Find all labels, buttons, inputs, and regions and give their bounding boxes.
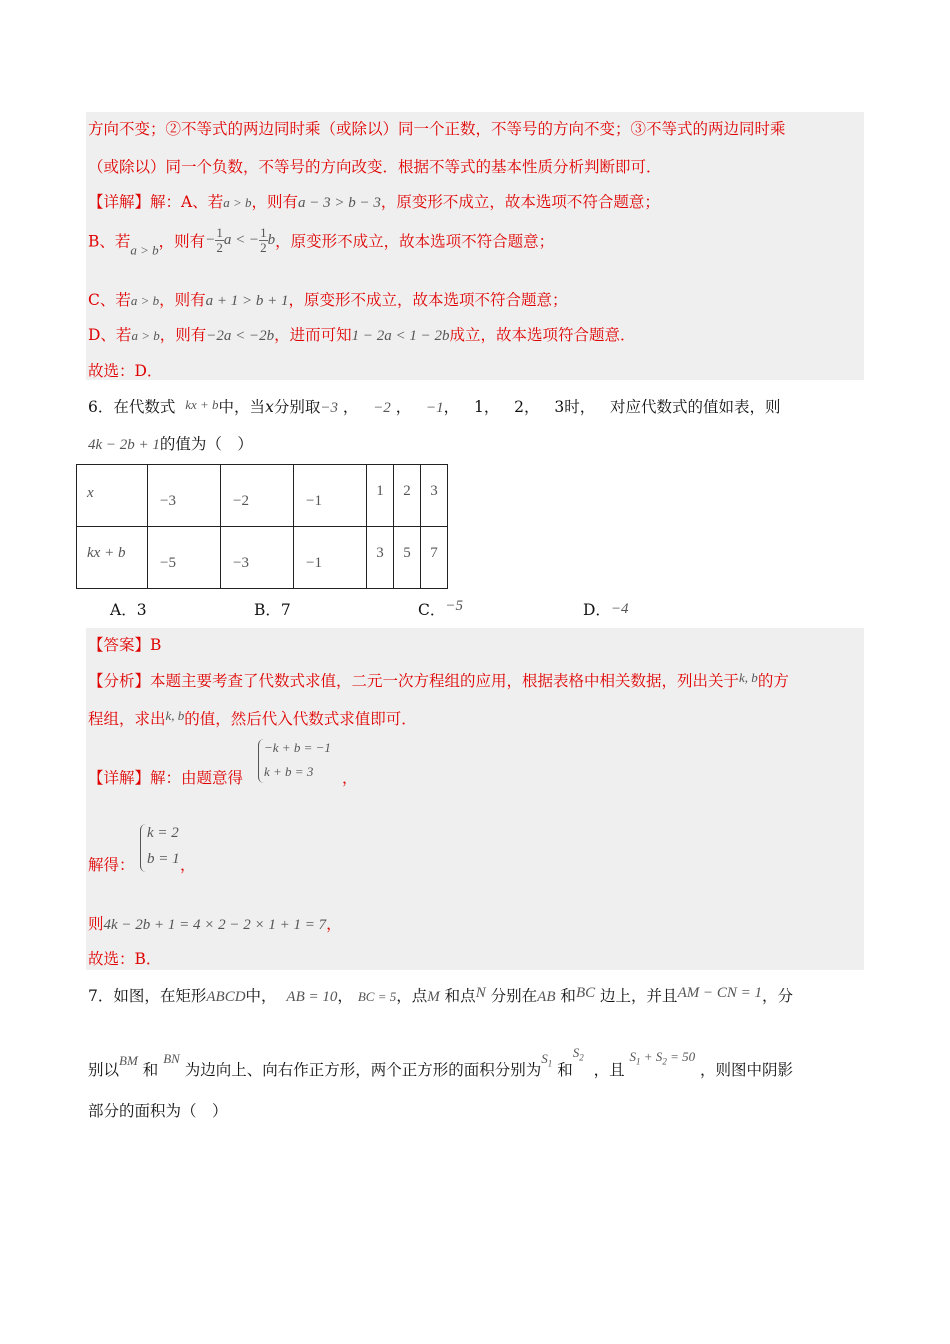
table-cell: kx + b [77, 527, 148, 589]
q5-text-line-2: （或除以）同一个负数，不等号的方向改变．根据不等式的基本性质分析判断即可． [88, 158, 662, 176]
table-cell: 7 [421, 527, 448, 589]
q7-stem-line-2: 别以$^{BM}$ 和 $^{BN}$ 为边向上、向右作正方形，两个正方形的面积分别为$^{S_1}$ 和$^{S_2}$ ，且 $^{S_1 + S_2 = 50}$ ，则图中阴影 [88, 1045, 794, 1079]
q7-stem-line-1: 7．如图，在矩形ABCD中， AB = 10， BC = 5，点M 和点N 分别在AB 和BC 边上，并且AM − CN = 1，分 [88, 985, 793, 1005]
option-b: B．7 [254, 601, 291, 619]
q5-detail-line: 【详解】解：A、若a > b，则有a − 3 > b − 3，原变形不成立，故本选项不符合题意； [88, 193, 660, 211]
table-cell: −3 [148, 465, 221, 527]
table-cell: 3 [421, 465, 448, 527]
q5-answer: 故选：D． [88, 362, 163, 380]
fraction-half: $\frac{1}{2}$ [260, 225, 267, 255]
q5-option-c-line: C、若a > b，则有a + 1 > b + 1，原变形不成立，故本选项不符合题意； [88, 291, 568, 309]
q6-final-answer: 故选：B． [88, 950, 162, 968]
table-cell: x [77, 465, 148, 527]
detail-label: 【详解】 [88, 193, 151, 211]
option-d: D．−4 [583, 601, 629, 619]
table-cell: 5 [394, 527, 421, 589]
table-cell: −1 [294, 527, 367, 589]
solution-eq-1: k = 2 [147, 825, 179, 841]
q6-analysis-line-1: 【分析】本题主要考查了代数式求值，二元一次方程组的应用，根据表格中相关数据，列出关于$^{k, b}$的方 [88, 670, 789, 690]
q7-stem-line-3: 部分的面积为（ ） [88, 1102, 228, 1120]
option-a: A．3 [110, 601, 147, 619]
table-row [77, 465, 448, 527]
table-cell: 1 [367, 465, 394, 527]
solution-brace [140, 824, 147, 872]
q6-result-line: 则4k − 2b + 1 = 4 × 2 − 2 × 1 + 1 = 7， [88, 915, 342, 933]
value-table [76, 464, 448, 589]
system-comma: ， [342, 769, 358, 787]
q6-detail-line: 【详解】解：由题意得 [88, 769, 244, 787]
solution-comma: ， [180, 856, 196, 874]
fraction-half: $\frac{1}{2}$ [216, 225, 223, 255]
solution-eq-2: b = 1 [147, 851, 180, 867]
system-eq-1: −k + b = −1 [264, 740, 331, 755]
q5-option-d-line: D、若a > b，则有−2a < −2b，进而可知1 − 2a < 1 − 2b成立，故本选项符合题意． [88, 326, 636, 344]
q5-option-b-line: B、若$_{a > b}$，则有− $\frac{1}{2}$ a < − $\frac{1}{2}$ b，原变形不成立，故本选项不符合题意； [88, 225, 555, 258]
table-row [77, 527, 448, 589]
table-cell: −5 [148, 527, 221, 589]
table-cell: −3 [221, 527, 294, 589]
q6-analysis-line-2: 程组，求出$^{k, b}$的值，然后代入代数式求值即可． [88, 708, 417, 728]
table-cell: −2 [221, 465, 294, 527]
table-cell: 3 [367, 527, 394, 589]
system-eq-2: k + b = 3 [264, 764, 314, 779]
q5-text-line-1: 方向不变；②不等式的两边同时乘（或除以）同一个正数，不等号的方向不变；③不等式的两边同时乘 [88, 120, 786, 138]
table-cell: 2 [394, 465, 421, 527]
table-cell: −1 [294, 465, 367, 527]
q6-answer-label: 【答案】B [88, 636, 162, 654]
q6-stem-line-1: 6．在代数式 kx + b中，当x分别取−3 ， −2 ， −1， 1， 2， 3时， 对应代数式的值如表，则 [88, 397, 781, 416]
option-c: C．−5 [418, 598, 463, 619]
q6-stem-line-2: 4k − 2b + 1的值为（ ） [88, 435, 253, 453]
q6-solve-label: 解得： [88, 856, 135, 874]
